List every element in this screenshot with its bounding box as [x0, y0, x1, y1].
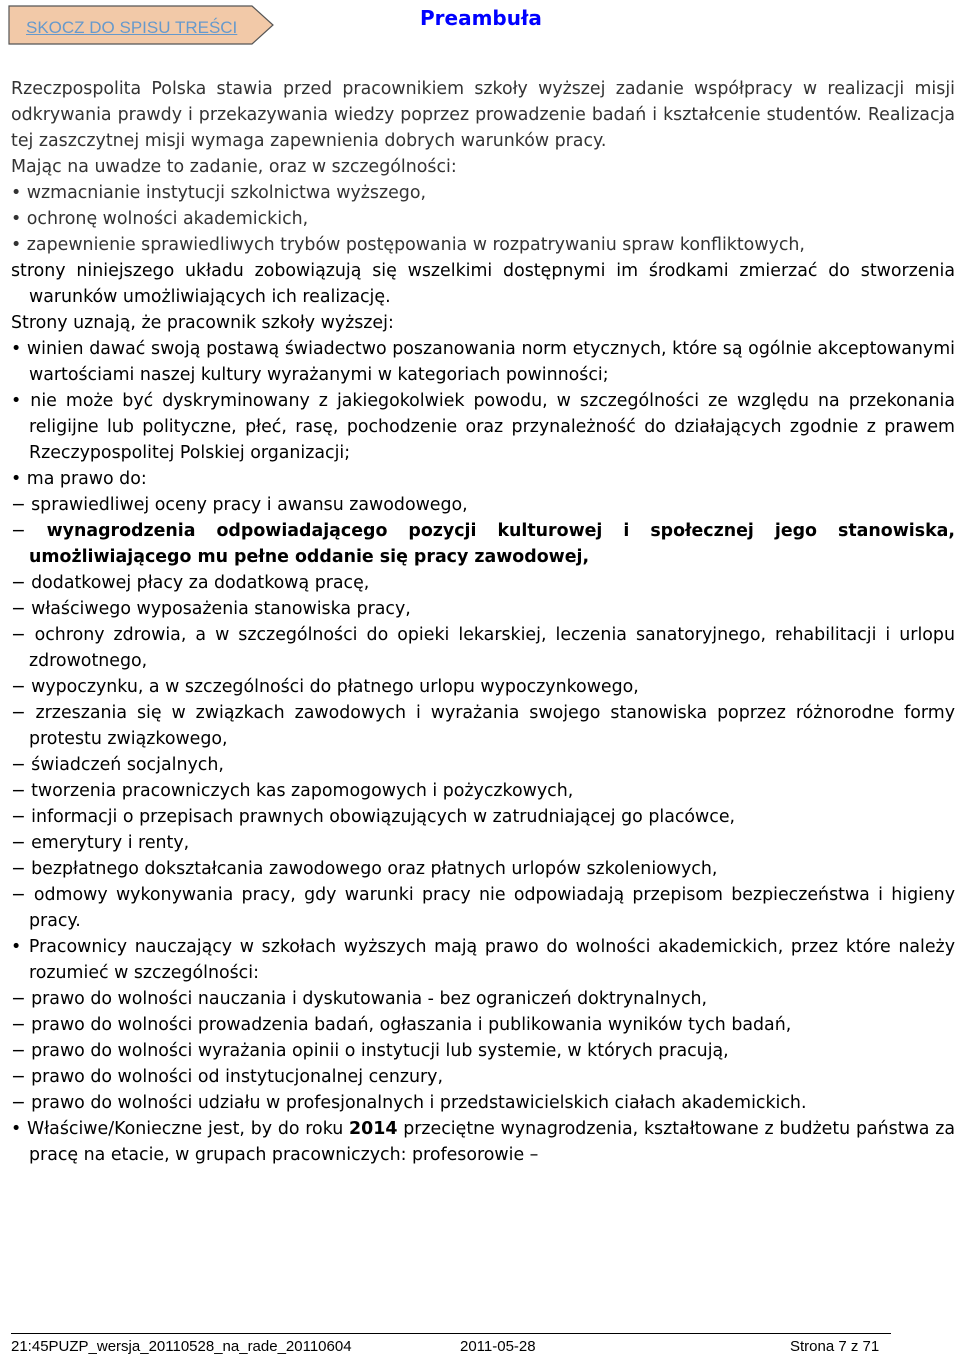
- point-item: • winien dawać swoją postawą świadectwo poszanowania norm etycznych, które są ogólnie akceptowanymi wartościami naszej kultury wyrażanymi w kategoriach powinności;: [11, 339, 955, 385]
- right-item: − odmowy wykonywania pracy, gdy warunki pracy nie odpowiadają przepisom bezpieczeństwa i higieny pracy.: [11, 885, 955, 931]
- commit-paragraph: strony niniejszego układu zobowiązują się wszelkimi dostępnymi im środkami zmierzać do stworzenia warunków umożliwiających ich realizację.: [11, 261, 955, 307]
- lead-paragraph: Mając na uwadze to zadanie, oraz w szczególności:: [11, 157, 457, 177]
- freedom-item: − prawo do wolności od instytucjonalnej cenzury,: [11, 1067, 443, 1087]
- right-item: − wypoczynku, a w szczególności do płatnego urlopu wypoczynkowego,: [11, 677, 639, 697]
- right-item-emphasized: − wynagrodzenia odpowiadającego pozycji kulturowej i społecznej jego stanowiska, umożliwiającego mu pełne oddanie się pracy zawodowej,: [11, 521, 955, 567]
- skip-to-toc-link[interactable]: [8, 5, 274, 45]
- preamble-text: [11, 76, 955, 1168]
- freedom-item: − prawo do wolności udziału w profesjonalnych i przedstawicielskich ciałach akademickich.: [11, 1093, 807, 1113]
- right-item: − sprawiedliwej oceny pracy i awansu zawodowego,: [11, 495, 468, 515]
- right-item: − zrzeszania się w związkach zawodowych i wyrażania swojego stanowiska poprzez różnorodne formy protestu związkowego,: [11, 703, 955, 749]
- right-item: − świadczeń socjalnych,: [11, 755, 224, 775]
- freedom-item: − prawo do wolności wyrażania opinii o instytucji lub systemie, w których pracują,: [11, 1041, 729, 1061]
- right-item: − dodatkowej płacy za dodatkową pracę,: [11, 573, 370, 593]
- recognize-paragraph: Strony uznają, że pracownik szkoły wyższej:: [11, 313, 394, 333]
- point-item: • nie może być dyskryminowany z jakiegokolwiek powodu, w szczególności ze względu na przekonania religijne lub polityczne, płeć, rasę, pochodzenie oraz przynależność do działających zgodnie z prawem Rzeczypospolitej Polskiej organizacji;: [11, 391, 955, 463]
- right-item: − bezpłatnego dokształcania zawodowego oraz płatnych urlopów szkoleniowych,: [11, 859, 718, 879]
- footer-divider: [11, 1333, 891, 1334]
- goal-item: • ochronę wolności akademickich,: [11, 209, 309, 229]
- year-highlight: 2014: [349, 1119, 398, 1139]
- skip-to-toc-label[interactable]: SKOCZ DO SPISU TREŚCI: [26, 18, 238, 37]
- right-item: − emerytury i renty,: [11, 833, 190, 853]
- right-item: − ochrony zdrowia, a w szczególności do opieki lekarskiej, leczenia sanatoryjnego, rehabilitacji i urlopu zdrowotnego,: [11, 625, 955, 671]
- right-item: − informacji o przepisach prawnych obowiązujących w zatrudniającej go placówce,: [11, 807, 736, 827]
- point-item: • ma prawo do:: [11, 469, 147, 489]
- goal-item: • zapewnienie sprawiedliwych trybów postępowania w rozpatrywaniu spraw konfliktowych,: [11, 235, 805, 255]
- right-item: − tworzenia pracowniczych kas zapomogowych i pożyczkowych,: [11, 781, 574, 801]
- freedom-item: − prawo do wolności prowadzenia badań, ogłaszania i publikowania wyników tych badań,: [11, 1015, 792, 1035]
- final-item: • Właściwe/Konieczne jest, by do roku 2014 przeciętne wynagrodzenia, kształtowane z budżetu państwa za pracę na etacie, w grupach pracowniczych: profesorowie –: [11, 1119, 955, 1165]
- footer-filename: 21:45PUZP_wersja_20110528_na_rade_20110604: [11, 1338, 352, 1355]
- section-title: Preambuła: [420, 6, 542, 30]
- teachers-item: • Pracownicy nauczający w szkołach wyższych mają prawo do wolności akademickich, przez które należy rozumieć w szczególności:: [11, 937, 955, 983]
- footer-date: 2011-05-28: [460, 1338, 536, 1355]
- intro-paragraph: Rzeczpospolita Polska stawia przed pracownikiem szkoły wyższej zadanie współpracy w realizacji misji odkrywania prawdy i przekazywania wiedzy poprzez prowadzenie badań i kształcenie studentów. Realizacja tej zaszczytnej misji wymaga zapewnienia dobrych warunków pracy.: [11, 79, 955, 151]
- goal-item: • wzmacnianie instytucji szkolnictwa wyższego,: [11, 183, 427, 203]
- freedom-item: − prawo do wolności nauczania i dyskutowania - bez ograniczeń doktrynalnych,: [11, 989, 708, 1009]
- footer-page-number: Strona 7 z 71: [790, 1338, 880, 1355]
- right-item: − właściwego wyposażenia stanowiska pracy,: [11, 599, 411, 619]
